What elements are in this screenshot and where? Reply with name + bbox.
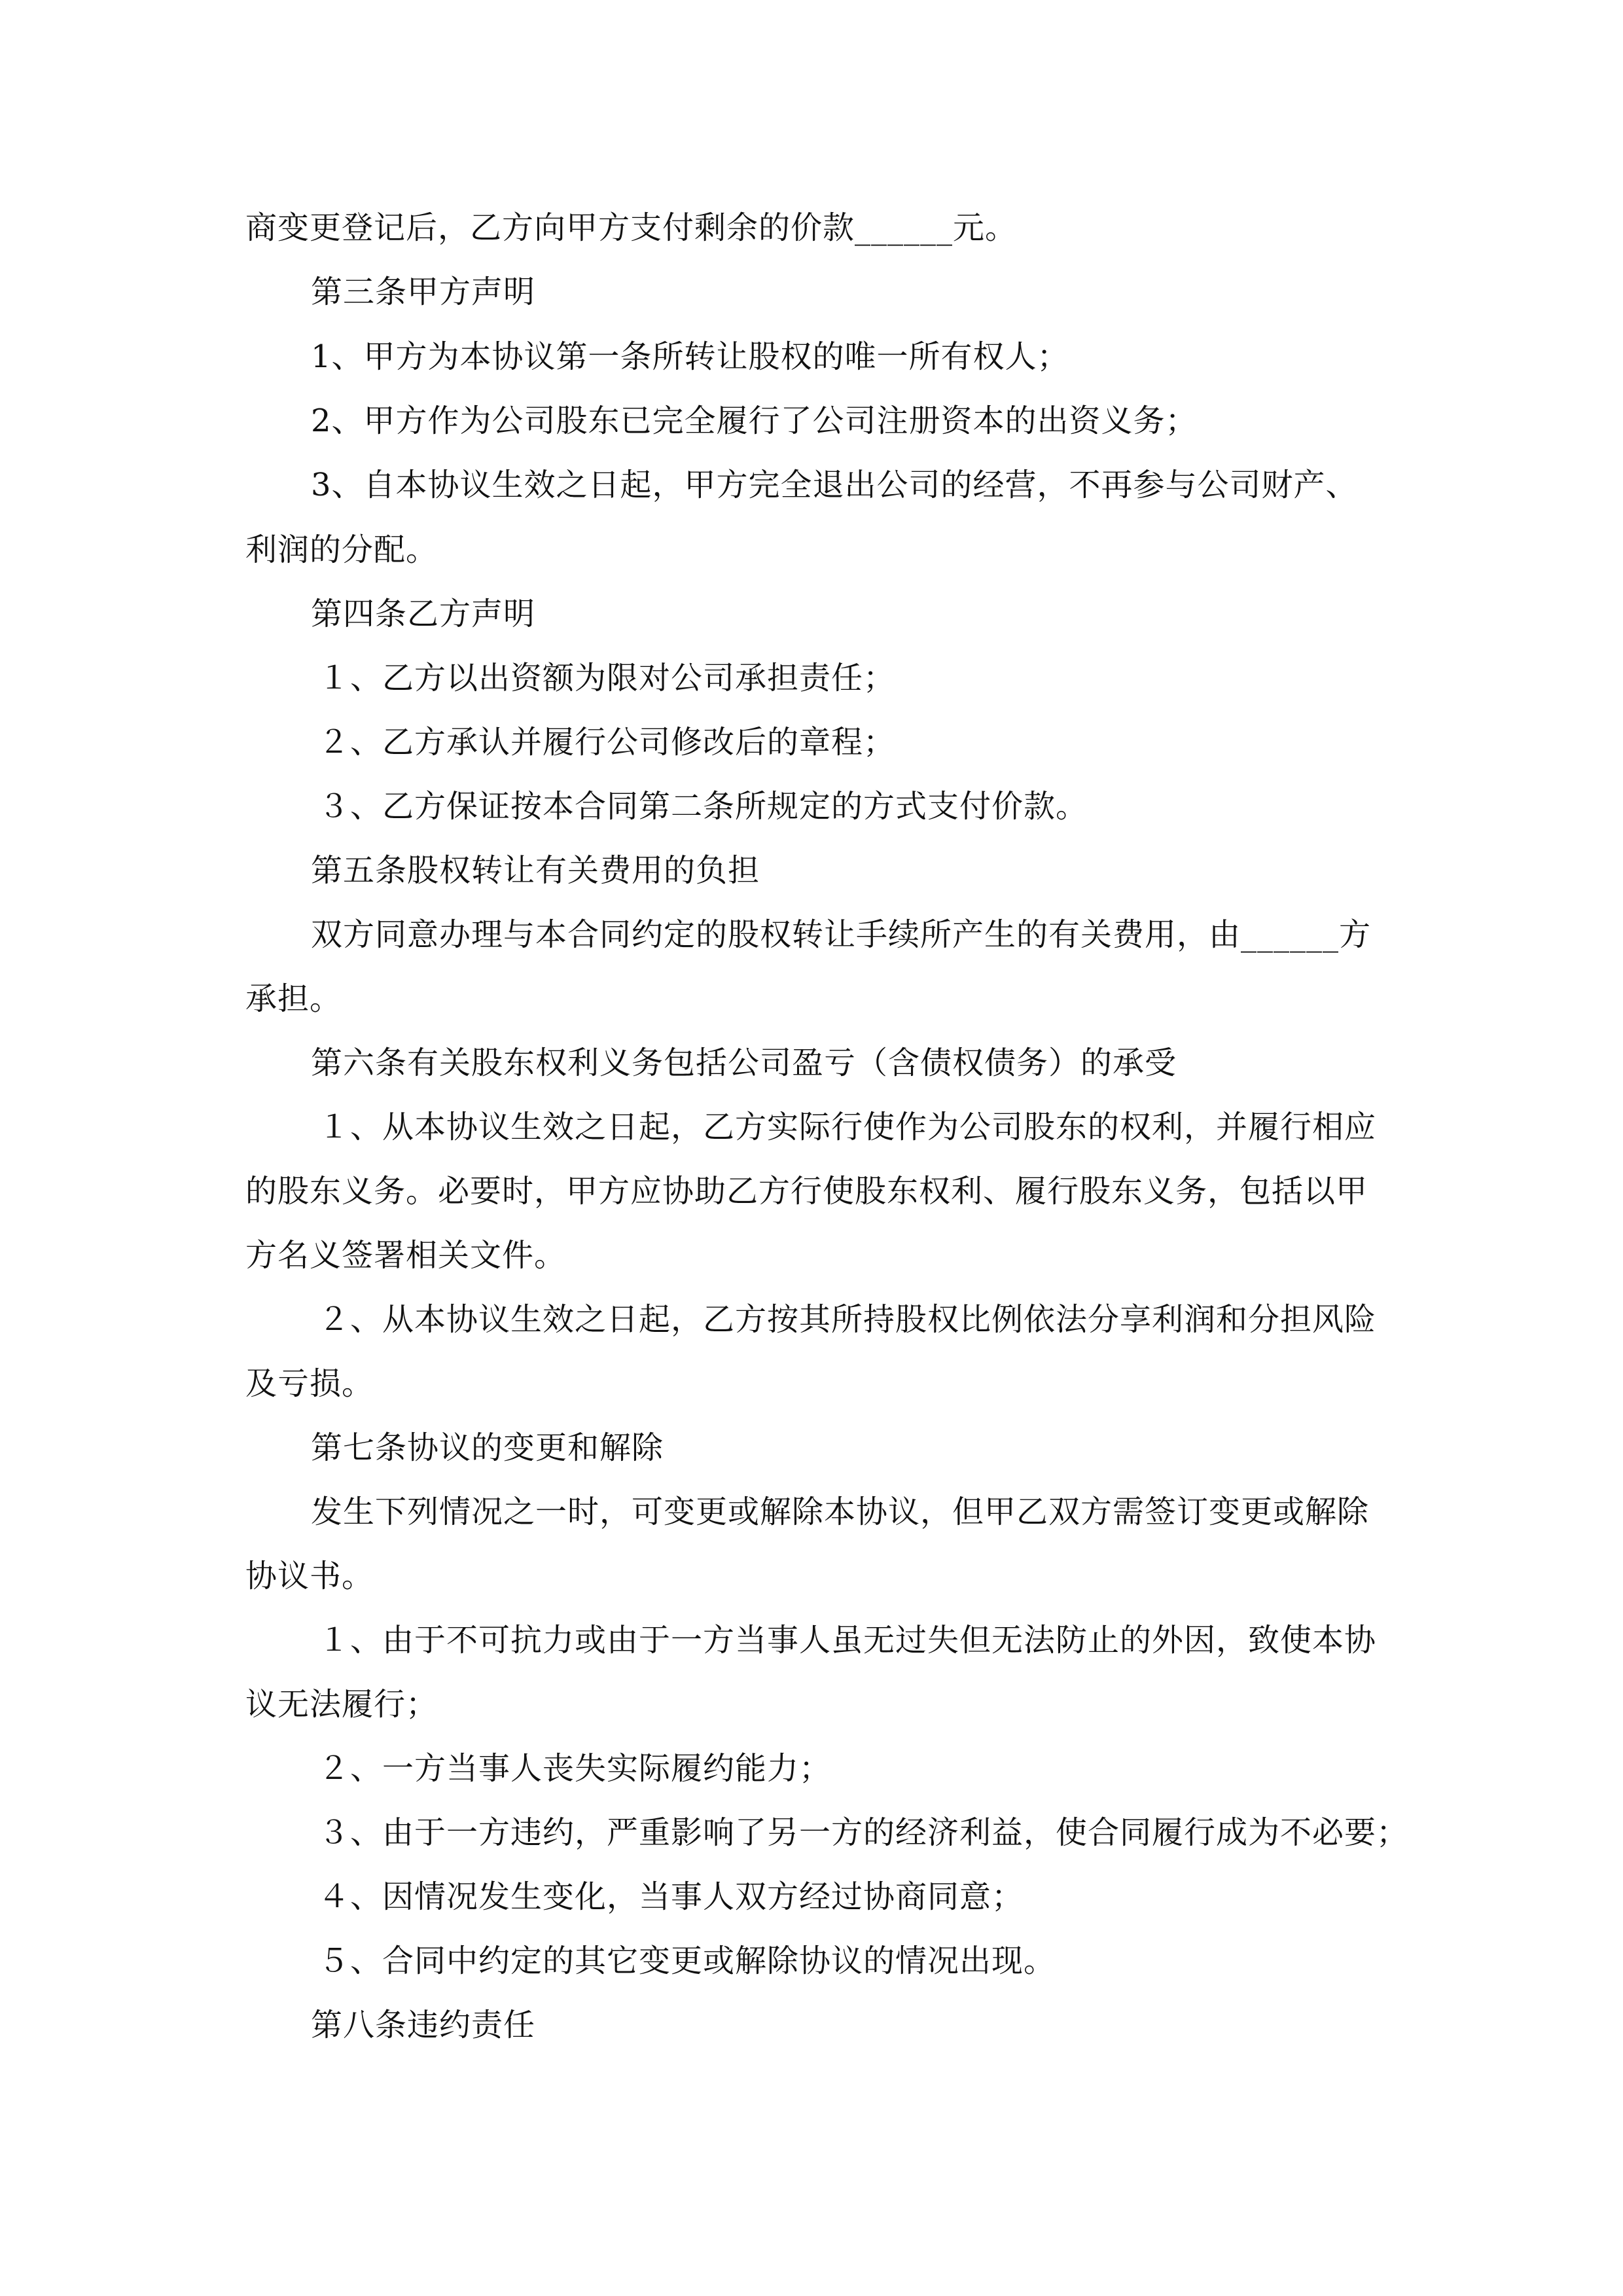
text-line-18: ２、从本协议生效之日起，乙方按其所持股权比例依法分享利润和分担风险: [318, 1301, 1377, 1338]
text-line-15: １、从本协议生效之日起，乙方实际行使作为公司股东的权利，并履行相应: [318, 1109, 1377, 1145]
text-line-5: 3、自本协议生效之日起，甲方完全退出公司的经营，不再参与公司财产、: [311, 467, 1358, 503]
text-line-26: ３、由于一方违约，严重影响了另一方的经济利益，使合同履行成为不必要；: [318, 1814, 1409, 1851]
section-heading-3: 第三条甲方声明: [311, 274, 536, 310]
text-line-22: 协议书。: [245, 1558, 374, 1594]
text-line-10: ３、乙方保证按本合同第二条所规定的方式支付价款。: [318, 788, 1088, 825]
text-line-9: ２、乙方承认并履行公司修改后的章程；: [318, 724, 896, 761]
text-line-16: 的股东义务。必要时，甲方应协助乙方行使股东权利、履行股东义务，包括以甲: [245, 1173, 1368, 1210]
section-heading-5: 第五条股权转让有关费用的负担: [311, 852, 760, 889]
section-heading-4: 第四条乙方声明: [311, 596, 536, 632]
text-line-25: ２、一方当事人丧失实际履约能力；: [318, 1750, 832, 1787]
text-line-21: 发生下列情况之一时，可变更或解除本协议，但甲乙双方需签订变更或解除: [311, 1494, 1370, 1530]
text-line-23: １、由于不可抗力或由于一方当事人虽无过失但无法防止的外因，致使本协: [318, 1622, 1377, 1659]
section-heading-8: 第八条违约责任: [311, 2007, 536, 2043]
text-line-24: 议无法履行；: [245, 1686, 438, 1723]
text-line-17: 方名义签署相关文件。: [245, 1237, 567, 1274]
section-heading-7: 第七条协议的变更和解除: [311, 1429, 664, 1466]
text-line-8: １、乙方以出资额为限对公司承担责任；: [318, 660, 896, 696]
section-heading-6: 第六条有关股东权利义务包括公司盈亏（含债权债务）的承受: [311, 1045, 1177, 1081]
text-line-3: 1、甲方为本协议第一条所转让股权的唯一所有权人；: [311, 338, 1069, 375]
text-line-12: 双方同意办理与本合同约定的股权转让手续所产生的有关费用，由______方: [311, 916, 1372, 953]
text-line-6: 利润的分配。: [245, 531, 438, 568]
text-line-19: 及亏损。: [245, 1365, 374, 1402]
text-line-28: ５、合同中约定的其它变更或解除协议的情况出现。: [318, 1943, 1056, 1979]
text-line-1: 商变更登记后，乙方向甲方支付剩余的价款______元。: [245, 209, 1018, 246]
text-line-4: 2、甲方作为公司股东已完全履行了公司注册资本的出资义务；: [311, 403, 1198, 439]
text-line-13: 承担。: [245, 980, 342, 1017]
text-line-27: ４、因情况发生变化，当事人双方经过协商同意；: [318, 1878, 1024, 1915]
